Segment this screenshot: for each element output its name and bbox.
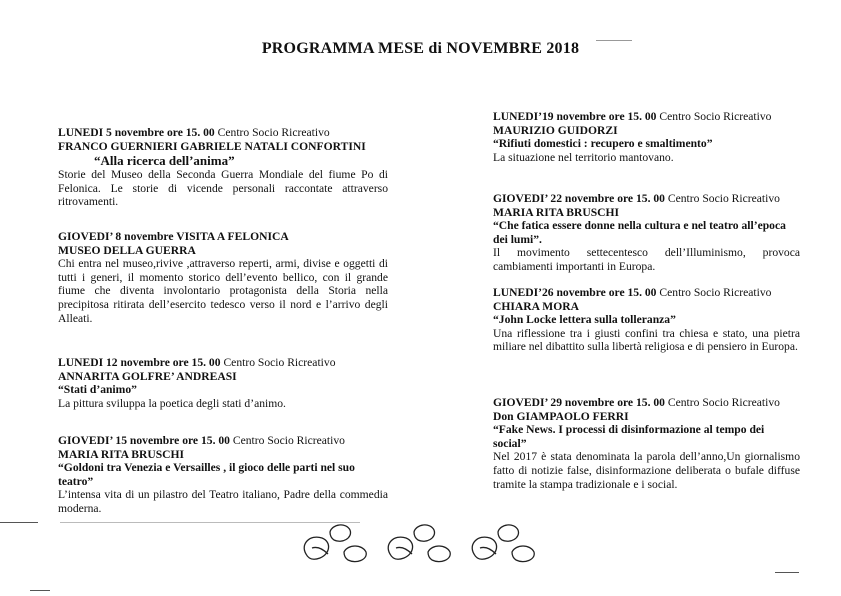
event-talk-title: “Che fatica essere donne nella cultura e nel teatro all’epoca dei lumi”. (493, 219, 786, 246)
event-speaker: MUSEO DELLA GUERRA (58, 243, 196, 257)
event-description: Chi entra nel museo,rivive ,attraverso reperti, armi, divise e oggetti di tutti i generi, il momento storico dell’evento bellico, con il grande fiume che diventa involontario protagonista della Storia nella precipitosa ritirata dell’esercito tedesco verso il nord e l’arrivo degli Alleati. (58, 257, 388, 325)
event-description: Storie del Museo della Seconda Guerra Mondiale del fiume Po di Felonica. Le storie di vicende personali raccontate attraverso ritrovamenti. (58, 168, 388, 209)
event-speaker: CHIARA MORA (493, 299, 579, 313)
event-speaker: Don GIAMPAOLO FERRI (493, 409, 629, 423)
event-header (58, 356, 388, 370)
event-description: Una riflessione tra i giusti confini tra chiesa e stato, una pietra miliare nel dibattito sulla libertà religiosa e di pensiero in Europa. (493, 326, 800, 354)
event-nov-8 (58, 230, 388, 325)
event-description: La situazione nel territorio mantovano. (493, 150, 674, 164)
event-place: Centro Socio Ricreativo (217, 126, 330, 139)
event-date: GIOVEDI’ 8 novembre VISITA A FELONICA (58, 230, 289, 243)
event-date: LUNEDI’26 novembre ore 15. 00 (493, 286, 657, 299)
event-place: Centro Socio Ricreativo (667, 192, 780, 205)
event-talk-title: “Rifiuti domestici : recupero e smaltimento” (493, 137, 713, 151)
page-title: PROGRAMMA MESE di NOVEMBRE 2018 (261, 40, 580, 57)
event-date: GIOVEDI’ 29 novembre ore 15. 00 (493, 396, 665, 409)
event-date: GIOVEDI’ 15 novembre ore 15. 00 (58, 434, 230, 447)
event-nov-12 (58, 356, 388, 410)
event-place: Centro Socio Ricreativo (659, 110, 772, 123)
event-header (493, 192, 800, 206)
event-speaker: MARIA RITA BRUSCHI (493, 205, 620, 219)
event-place: Centro Socio Ricreativo (667, 396, 780, 409)
scan-artifact (775, 572, 799, 573)
event-description: Nel 2017 è stata denominata la parola dell’anno,Un giornalismo fatto di notizie false, disinformazione deliberata o bufale diffuse tramite la stampa tradizionale e i social. (493, 450, 800, 491)
event-nov-15 (58, 434, 388, 516)
event-nov-5 (58, 126, 388, 209)
event-nov-29 (493, 396, 800, 491)
event-speaker: ANNARITA GOLFRE’ ANDREASI (58, 369, 237, 383)
event-talk-title: “Fake News. I processi di disinformazione al tempo dei social” (493, 423, 765, 450)
event-date: LUNEDI’19 novembre ore 15. 00 (493, 110, 657, 123)
event-date: GIOVEDI’ 22 novembre ore 15. 00 (493, 192, 665, 205)
event-speaker: MARIA RITA BRUSCHI (58, 447, 185, 461)
event-date: LUNEDI 12 novembre ore 15. 00 (58, 356, 221, 369)
event-header (58, 434, 388, 448)
event-date: LUNEDI 5 novembre ore 15. 00 (58, 126, 215, 139)
scan-artifact (30, 590, 50, 591)
event-nov-22 (493, 192, 800, 274)
event-talk-title: “Alla ricerca dell’anima” (94, 153, 235, 169)
event-header (493, 110, 800, 124)
leaf-ornament-icon (298, 518, 550, 568)
event-description: Il movimento settecentesco dell’Illuminismo, provoca cambiamenti importanti in Europa. (493, 246, 800, 273)
event-header (493, 396, 800, 410)
event-header (493, 286, 800, 300)
event-place: Centro Socio Ricreativo (232, 434, 345, 447)
event-place: Centro Socio Ricreativo (659, 286, 772, 299)
scan-artifact (60, 522, 360, 523)
event-description: L’intensa vita di un pilastro del Teatro italiano, Padre della commedia moderna. (58, 488, 388, 515)
event-place: Centro Socio Ricreativo (223, 356, 336, 369)
event-nov-26 (493, 286, 800, 354)
event-nov-19 (493, 110, 800, 164)
event-header (58, 230, 388, 244)
event-speaker: FRANCO GUERNIERI GABRIELE NATALI CONFORTINI (58, 139, 366, 153)
event-speaker: MAURIZIO GUIDORZI (493, 123, 618, 137)
event-header (58, 126, 388, 140)
scan-artifact (596, 40, 632, 41)
event-talk-title: “Stati d’animo” (58, 383, 137, 397)
event-talk-title: “Goldoni tra Venezia e Versailles , il gioco delle parti nel suo teatro” (58, 461, 355, 488)
event-description: La pittura sviluppa la poetica degli stati d’animo. (58, 396, 286, 410)
event-talk-title: “John Locke lettera sulla tolleranza” (493, 313, 676, 327)
scan-artifact (0, 522, 38, 523)
